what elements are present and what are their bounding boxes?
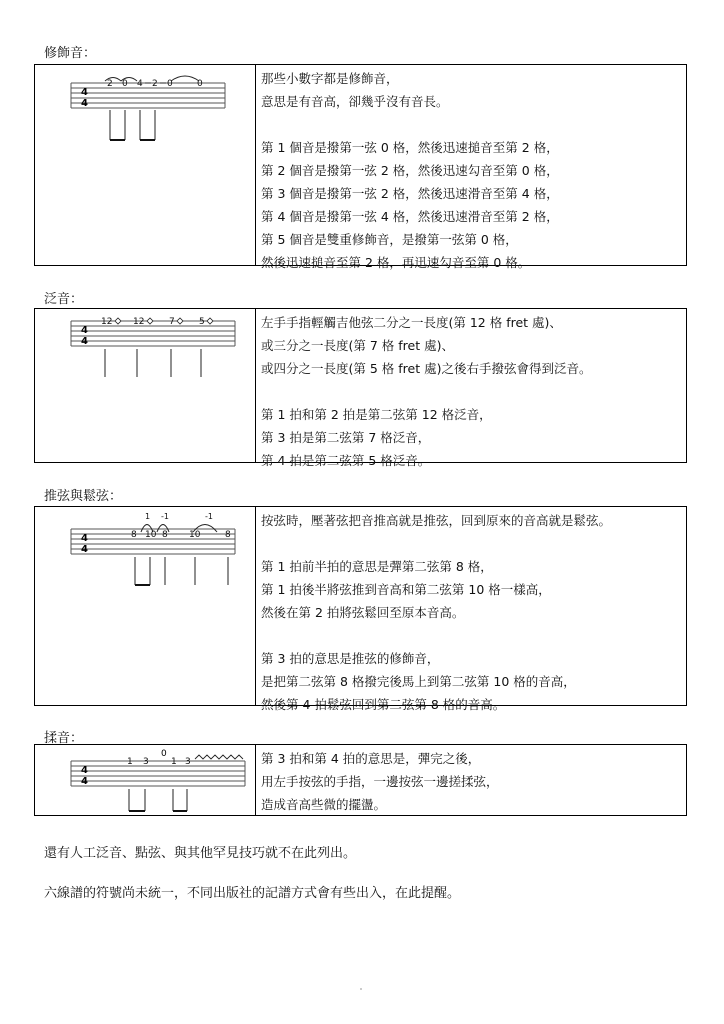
text-line: 第 1 拍後半將弦推到音高和第二弦第 10 格一樣高， xyxy=(261,582,551,597)
tab-mark: 3 xyxy=(143,757,149,767)
tab-cell xyxy=(35,745,256,815)
section-heading-vibrato: 揉音： xyxy=(44,731,84,746)
tab-mark: 3 xyxy=(185,757,191,767)
section-box-bends xyxy=(34,506,687,712)
tab-mark: 8 xyxy=(225,530,231,540)
tab-mark: 0 xyxy=(122,79,128,89)
tab-mark: 12 xyxy=(133,317,145,327)
text-line: 是把第二弦第 8 格撥完後馬上到第二弦第 10 格的音高， xyxy=(261,674,576,689)
text-line: 第 3 個音是撥第一弦 2 格，然後迅速滑音至第 4 格， xyxy=(261,186,559,201)
text-cell xyxy=(256,507,686,712)
blank-line xyxy=(261,624,686,647)
text-line: 第 4 拍是第二弦第 5 格泛音。 xyxy=(261,453,431,468)
text-line: 第 3 拍是第二弦第 7 格泛音， xyxy=(261,430,431,445)
time-signature-bottom: 4 xyxy=(81,776,88,787)
text-line: 或三分之一長度(第 7 格 fret 處)、 xyxy=(261,338,454,353)
text-line: 第 3 拍的意思是推弦的修飾音， xyxy=(261,651,440,666)
text-line: 意思是有音高，卻幾乎沒有音長。 xyxy=(261,94,449,109)
text-line: 然後迅速搥音至第 2 格，再迅速勾音至第 0 格。 xyxy=(261,255,531,270)
text-line: 然後第 4 拍鬆弦回到第二弦第 8 格的音高。 xyxy=(261,697,506,712)
text-line: 用左手按弦的手指，一邊按弦一邊搓揉弦， xyxy=(261,774,499,789)
text-line: 第 5 個音是雙重修飾音，是撥第一弦第 0 格， xyxy=(261,232,518,247)
time-signature-bottom: 4 xyxy=(81,336,88,347)
tab-mark: 7 xyxy=(169,317,175,327)
closing-paragraph: 六線譜的符號尚未統一，不同出版社的記譜方式會有些出入，在此提醒。 xyxy=(44,886,461,901)
section-heading-harmonics: 泛音： xyxy=(44,292,84,307)
tab-cell xyxy=(35,309,256,462)
blank-line xyxy=(261,532,686,555)
bend-mark: -1 xyxy=(161,512,169,521)
tab-cell xyxy=(35,507,256,705)
text-line: 第 2 個音是撥第一弦 2 格，然後迅速勾音至第 0 格， xyxy=(261,163,559,178)
tab-mark: 4 xyxy=(137,79,143,89)
time-signature-top: 4 xyxy=(81,765,88,776)
text-line: 第 4 個音是撥第一弦 4 格，然後迅速滑音至第 2 格， xyxy=(261,209,559,224)
text-cell xyxy=(256,745,686,815)
tab-cell xyxy=(35,65,256,265)
page-dot xyxy=(360,988,362,990)
tab-mark: 2 xyxy=(152,79,158,89)
tab-mark: 10 xyxy=(145,530,157,540)
time-signature-bottom: 4 xyxy=(81,98,88,109)
time-signature-top: 4 xyxy=(81,325,88,336)
blank-line xyxy=(261,113,686,136)
tab-staff-ornaments xyxy=(65,65,255,155)
text-line: 造成音高些微的擺盪。 xyxy=(261,797,387,812)
text-cell xyxy=(256,309,686,468)
vibrato-wave xyxy=(195,755,243,759)
section-box-vibrato xyxy=(34,744,687,816)
time-signature-top: 4 xyxy=(81,533,88,544)
section-heading-bends: 推弦與鬆弦： xyxy=(44,489,123,504)
tab-mark: 8 xyxy=(131,530,137,540)
tab-mark: 1 xyxy=(171,757,177,767)
tab-mark: 10 xyxy=(189,530,201,540)
tab-staff-vibrato xyxy=(65,745,255,817)
text-line: 第 1 拍前半拍的意思是彈第二弦第 8 格， xyxy=(261,559,493,574)
text-line: 左手手指輕觸吉他弦二分之一長度(第 12 格 fret 處)、 xyxy=(261,315,562,330)
tab-staff-bends xyxy=(65,507,255,597)
time-signature-top: 4 xyxy=(81,87,88,98)
blank-line xyxy=(261,380,686,403)
time-signature-bottom: 4 xyxy=(81,544,88,555)
text-cell xyxy=(256,65,686,270)
text-line: 第 1 拍和第 2 拍是第二弦第 12 格泛音， xyxy=(261,407,492,422)
tab-mark: 5 xyxy=(199,317,205,327)
text-line: 然後在第 2 拍將弦鬆回至原本音高。 xyxy=(261,605,465,620)
tab-mark: 0 xyxy=(167,79,173,89)
tab-staff-harmonics xyxy=(65,309,255,389)
tab-mark: 8 xyxy=(162,530,168,540)
text-line: 那些小數字都是修飾音， xyxy=(261,71,399,86)
tab-mark: 0 xyxy=(197,79,203,89)
section-box-harmonics xyxy=(34,308,687,468)
text-line: 按弦時，壓著弦把音推高就是推弦，回到原來的音高就是鬆弦。 xyxy=(261,513,612,528)
tab-mark: 12 xyxy=(101,317,113,327)
tab-mark: 1 xyxy=(127,757,133,767)
section-heading-ornaments: 修飾音： xyxy=(44,46,97,61)
text-line: 第 1 個音是撥第一弦 0 格，然後迅速搥音至第 2 格， xyxy=(261,140,559,155)
closing-paragraph: 還有人工泛音、點弦、與其他罕見技巧就不在此列出。 xyxy=(44,846,357,861)
bend-mark: 1 xyxy=(145,512,151,521)
text-line: 第 3 拍和第 4 拍的意思是，彈完之後， xyxy=(261,751,481,766)
bend-mark: -1 xyxy=(205,512,213,521)
text-line: 或四分之一長度(第 5 格 fret 處)之後右手撥弦會得到泛音。 xyxy=(261,361,592,376)
section-box-ornaments xyxy=(34,64,687,270)
tab-mark: 0 xyxy=(161,749,167,759)
tab-mark: 2 xyxy=(107,79,113,89)
